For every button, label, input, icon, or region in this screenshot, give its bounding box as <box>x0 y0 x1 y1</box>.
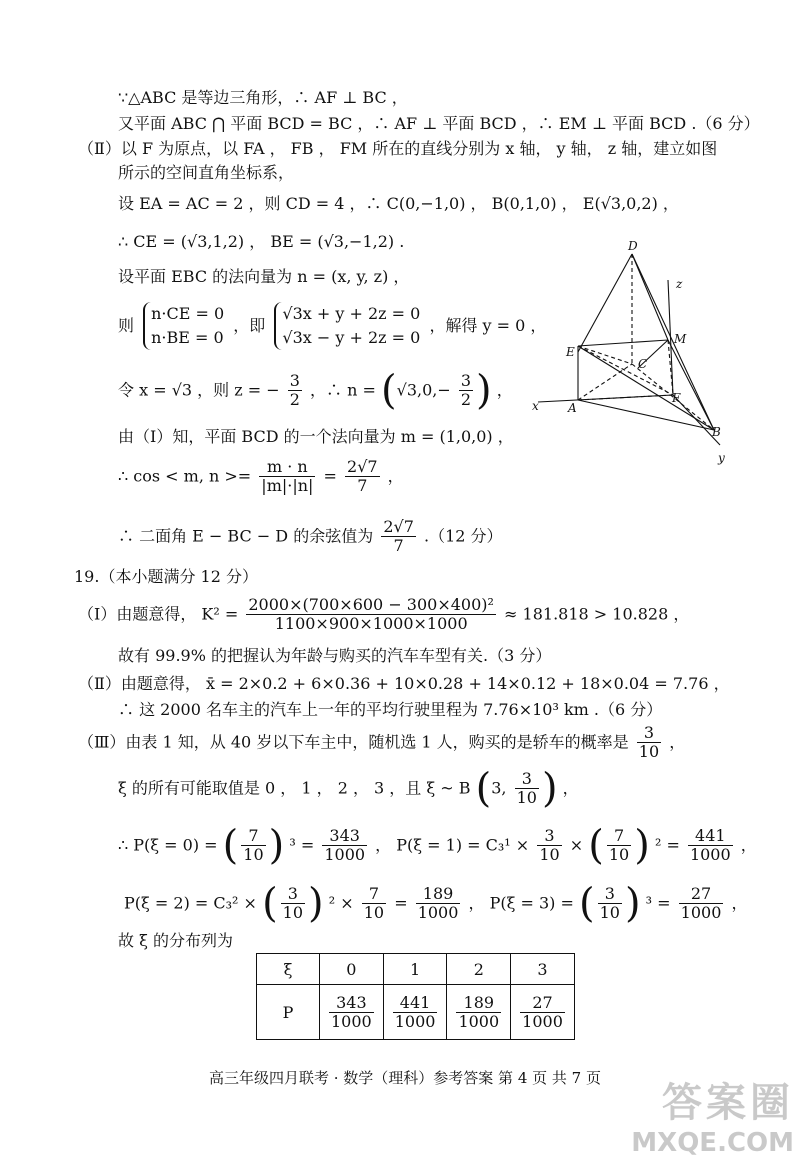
text-line: ∵△ABC 是等边三角形，∴ AF ⊥ BC ， <box>118 88 408 107</box>
equation: n·CE = 0 <box>151 304 225 323</box>
label-C: C <box>638 357 648 371</box>
geometry-figure <box>528 240 748 470</box>
table-row <box>257 954 575 985</box>
formula-line: ∴ cos < m, n >= $\frac{m \cdot n}{|m|\cdot|n|}$ = $\frac{2√7}{7}$ ， <box>118 457 404 495</box>
watermark-en: MXQE.COM <box>631 1128 794 1158</box>
fraction: $\frac{3}{10}$ <box>516 769 537 807</box>
label-E: E <box>566 345 575 359</box>
table-row <box>257 985 575 1040</box>
text: ，∴ n = <box>310 380 376 400</box>
watermark <box>631 1071 794 1158</box>
text-line: 故 ξ 的分布列为 <box>118 931 233 950</box>
label-x: x <box>532 399 539 413</box>
table-cell: 3 <box>511 954 575 985</box>
table-cell: 0 <box>320 954 384 985</box>
text-line: 设 EA = AC = 2 ，则 CD = 4 ，∴ C(0,−1,0) ， B(0,1,0) ， E(√3,0,2) ， <box>118 194 679 213</box>
text: 令 x = √3 ，则 z = − <box>118 380 280 400</box>
equation: n·BE = 0 <box>151 328 224 347</box>
paren-right: ) <box>476 367 492 414</box>
text-line: 又平面 ABC ⋂ 平面 BCD = BC ，∴ AF ⊥ 平面 BCD ，∴ EM ⊥ 平面 BCD .（6 分） <box>118 114 760 133</box>
table-cell: $\frac{343}{1000}$ <box>320 985 384 1040</box>
paren-left: ( <box>381 367 397 414</box>
fraction: $\frac{3}{2}$ <box>289 371 300 409</box>
fraction: $\frac{3}{10}$ <box>638 723 660 761</box>
formula-line: 令 x = √3 ，则 z = − $\frac{3}{2}$ ，∴ n = (√3,0,− $\frac{3}{2}$ ) ， <box>118 367 513 414</box>
text-line: 由（Ⅰ）知，平面 BCD 的一个法向量为 m = (1,0,0) ， <box>118 427 514 446</box>
label-M: M <box>674 332 687 346</box>
formula-line: ξ 的所有可能取值是 0 ， 1 ， 2 ， 3 ，且 ξ ~ B (3, $\frac{3}{10}$ ) ， <box>118 765 579 812</box>
problem-heading: 19.（本小题满分 12 分） <box>74 567 258 586</box>
formula-line: P(ξ = 2) = C₃² × ( $\frac{3}{10}$ ) ² × $\frac{7}{10}$ = $\frac{189}{1000}$ ， P(ξ = 3) = ( $\frac{3}{10}$ ) ³ = $\frac{27}{1000}$ ， <box>124 880 748 927</box>
formula-line: （Ⅲ）由表 1 知，从 40 岁以下车主中，随机选 1 人，购买的是轿车的概率是 $\frac{3}{10}$ ， <box>78 723 686 761</box>
text: 则 <box>118 316 135 335</box>
watermark-cn: 答案圈 <box>662 1080 794 1126</box>
text-line: 故有 99.9% 的把握认为年龄与购买的汽车车型有关.（3 分） <box>118 646 552 665</box>
table-cell: $\frac{441}{1000}$ <box>383 985 447 1040</box>
brace-system <box>274 302 420 350</box>
formula-line: ∴ 二面角 E − BC − D 的余弦值为 $\frac{2√7}{7}$ .（12 分） <box>118 517 503 555</box>
label-B: B <box>712 425 721 439</box>
text-line: 设平面 EBC 的法向量为 n = (x, y, z) ， <box>118 267 410 286</box>
table-cell: 2 <box>447 954 511 985</box>
label-F: F <box>672 391 681 405</box>
fraction: $\frac{3}{2}$ <box>460 371 472 409</box>
label-z: z <box>676 277 683 291</box>
equation: √3x − y + 2z = 0 <box>282 328 421 347</box>
table-cell: $\frac{27}{1000}$ <box>511 985 575 1040</box>
brace-system <box>143 302 224 350</box>
equation-system-line <box>118 302 546 350</box>
text-line: ∴ CE = (√3,1,2) ， BE = (√3,−1,2) . <box>118 232 405 251</box>
fraction: $\frac{\text{2000×(700×600 − 300×400)²}}{1100\times 900\times 1000\times 1000}$ <box>248 595 494 633</box>
text-line: （Ⅱ）以 F 为原点，以 FA ， FB ， FM 所在的直线分别为 x 轴， y 轴， z 轴，建立如图 <box>78 139 718 158</box>
equation: √3x + y + 2z = 0 <box>282 304 421 323</box>
formula-line: （Ⅰ）由题意得， K² = $\frac{\text{2000×(700×600 − 300×400)²}}{1100\times 900\times 1000\times 1000}$ ≈ 181.818 > 10.828 ， <box>78 595 690 633</box>
fraction: $\frac{m \cdot n}{|m|\cdot|n|}$ <box>261 457 314 495</box>
label-y: y <box>718 451 725 465</box>
fraction: $\frac{2√7}{7}$ <box>383 517 414 555</box>
distribution-table <box>256 953 575 1040</box>
text: ，解得 y = 0 ， <box>429 316 547 335</box>
formula-line: ∴ P(ξ = 0) = ( $\frac{7}{10}$ ) ³ = $\frac{343}{1000}$ ， P(ξ = 1) = C₃¹ × $\frac{3}{10}$ × ( $\frac{7}{10}$ ) ² = $\frac{441}{1000}$ ， <box>118 822 757 869</box>
table-cell: $\frac{189}{1000}$ <box>447 985 511 1040</box>
table-cell: ξ <box>257 954 320 985</box>
table-cell: P <box>257 985 320 1040</box>
text-line: （Ⅱ）由题意得， x̄ = 2×0.2 + 6×0.36 + 10×0.28 + 14×0.12 + 18×0.04 = 7.76 ， <box>78 674 730 693</box>
text: ，即 <box>233 316 266 335</box>
label-D: D <box>628 240 638 253</box>
page-footer: 高三年级四月联考 · 数学（理科）参考答案 第 4 页 共 7 页 <box>208 1069 601 1087</box>
text-line: 所示的空间直角坐标系， <box>118 163 295 182</box>
text-line: ∴ 这 2000 名车主的汽车上一年的平均行驶里程为 7.76×10³ km .（6 分） <box>118 700 663 719</box>
table-cell: 1 <box>383 954 447 985</box>
fraction: $\frac{2√7}{7}$ <box>347 457 378 495</box>
label-A: A <box>568 401 577 415</box>
